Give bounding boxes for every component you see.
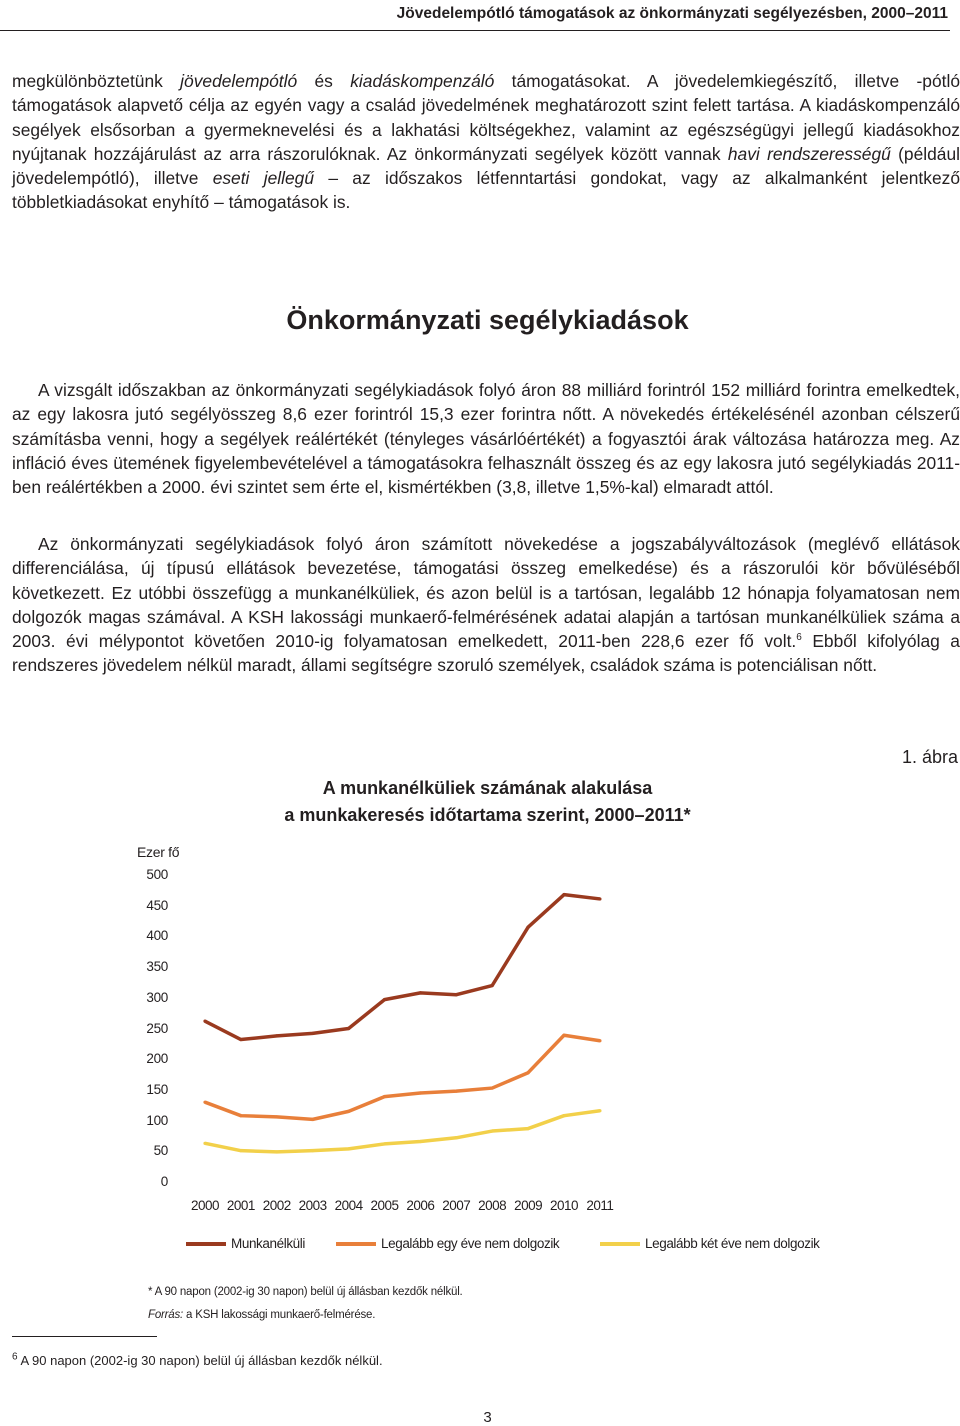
data-point [491, 984, 494, 987]
data-point [275, 1115, 278, 1118]
intro-text: és [297, 71, 351, 91]
series-line-1 [205, 895, 600, 1040]
legend-swatch [600, 1242, 640, 1246]
y-tick-label: 100 [146, 1112, 168, 1128]
data-point [598, 1039, 601, 1042]
data-point [311, 1032, 314, 1035]
y-axis-label: Ezer fő [137, 844, 180, 860]
x-tick-label: 2007 [442, 1198, 471, 1213]
footnote-marker: 6 [12, 1351, 18, 1363]
legend-label: Legalább egy éve nem dolgozik [381, 1236, 560, 1251]
data-point [562, 1114, 565, 1117]
paragraph-text: A vizsgált időszakban az önkormányzati segélykiadások folyó áron 88 milliárd forintról 152 milliárd forintra emelkedtek, az egy lakosra jutó segélyösszeg 8,6 ezer forintról 15,3 ezer forintra nőtt. A növekedés értékelésénél azonban célszerű számításba venni, hogy a segélyek reálértékét (tényleges vásárlóértékét) a fogyasztói árak változása határozza meg. Az infláció éves ütemének figyelembevételével a támogatásokra felhasznált összeg és az egy lakosra jutó segélykiadás 2011-ben reálértékben a 2000. évi szintet sem érte el, kismértékben (3,8, illetve 1,5%-kal) elmaradt attól. [12, 380, 960, 498]
y-tick-label: 400 [146, 928, 168, 944]
data-point [275, 1034, 278, 1037]
data-point [311, 1149, 314, 1152]
chart-title-line-1: A munkanélküliek számának alakulása [322, 778, 653, 798]
y-tick-label: 300 [146, 989, 168, 1005]
x-tick-label: 2009 [514, 1198, 543, 1213]
intro-text: (például jövedelempótló), illetve [12, 143, 960, 189]
x-tick-label: 2001 [226, 1198, 255, 1213]
data-point [311, 1118, 314, 1121]
legend-swatch [336, 1242, 376, 1246]
intro-text: – az időszakos létfenntartási gondokat, vagy az alkalmanként jelentkező többletkiadásokat enyhítő – támogatások is. [12, 168, 960, 213]
data-point [383, 1142, 386, 1145]
source-text: a KSH lakossági munkaerő-felmérése. [183, 1309, 376, 1321]
data-point [491, 1129, 494, 1132]
data-point [491, 1086, 494, 1089]
data-point [347, 1027, 350, 1030]
data-point [455, 993, 458, 996]
data-point [383, 998, 386, 1001]
footnote-reference[interactable]: 6 [796, 632, 802, 644]
y-tick-label: 450 [146, 897, 168, 913]
legend-label: Legalább két éve nem dolgozik [645, 1236, 820, 1251]
data-point [562, 893, 565, 896]
data-point [347, 1147, 350, 1150]
data-point [203, 1142, 206, 1145]
data-point [275, 1150, 278, 1153]
x-tick-label: 2002 [262, 1198, 291, 1213]
figure-label: 1. ábra [901, 747, 958, 767]
paragraph-text: Az önkormányzati segélykiadások folyó áron számított növekedése a jogszabályváltozások (meglévő ellátások differenciálása, új típusú ellátások bevezetése, támogatási összeg emelkedése) és a rászorulói kör bővüléséből következett. Ez utóbbi összefügg a munkanélküliek, és azon belül is a tartósan, legalább 12 hónapja folyamatosan nem dolgozók magas számával. A KSH lakossági munkaerő-felmérésének adatai alapján a tartósan munkanélküliek száma a 2003. évi mélypontot követően 2010-ig folyamatosan emelkedett, 2011-ben 228,6 ezer fő volt. [12, 534, 960, 652]
y-tick-label: 150 [146, 1081, 168, 1097]
data-point [203, 1101, 206, 1104]
intro-text: támogatásokat. A jövedelemkiegészítő, illetve -pótló támogatások alapvető célja az egyén vagy a család jövedelmének meghatározott szint felett tartása. A kiadáskompenzáló segélyek elsősorban a gyermeknevelési és a lakhatási költségekhez, valamint az egészségügyi jellegű kiadásokhoz nyújtanak hozzájárulást az arra rászorulóknak. Az önkormányzati segélyek között vannak [12, 71, 960, 164]
x-tick-label: 2008 [478, 1198, 507, 1213]
y-tick-label: 500 [146, 867, 168, 882]
legend-item [186, 1236, 305, 1251]
data-point [527, 1071, 530, 1074]
data-point [383, 1095, 386, 1098]
data-point [562, 1034, 565, 1037]
y-tick-label: 50 [153, 1143, 168, 1159]
data-point [419, 991, 422, 994]
data-point [455, 1136, 458, 1139]
series-line-2 [205, 1035, 600, 1119]
chart-title-line-2: a munkakeresés időtartama szerint, 2000–2011* [284, 805, 691, 825]
data-point [455, 1090, 458, 1093]
data-point [203, 1020, 206, 1023]
y-tick-label: 200 [146, 1051, 168, 1067]
x-tick-label: 2004 [334, 1198, 363, 1213]
x-tick-label: 2000 [190, 1198, 220, 1213]
legend-swatch [186, 1242, 226, 1246]
section-title: Önkormányzati segélykiadások [286, 305, 689, 335]
figure-source [148, 1309, 375, 1321]
legend-item [336, 1236, 559, 1251]
legend-label: Munkanélküli [231, 1236, 305, 1251]
footnote-divider [12, 1336, 157, 1337]
footnote [12, 1353, 383, 1368]
data-point [239, 1114, 242, 1117]
data-point [419, 1091, 422, 1094]
x-tick-label: 2006 [406, 1198, 435, 1213]
intro-emphasis: eseti jellegű [212, 168, 315, 189]
x-tick-label: 2003 [298, 1198, 327, 1213]
intro-emphasis: havi rendszerességű [727, 143, 891, 164]
source-label: Forrás: [148, 1309, 184, 1321]
data-point [598, 897, 601, 900]
data-point [239, 1149, 242, 1152]
x-tick-label: 2011 [586, 1198, 614, 1213]
data-point [527, 1127, 530, 1130]
data-point [239, 1038, 242, 1041]
figure-note: * A 90 napon (2002-ig 30 napon) belül új állásban kezdők nélkül. [148, 1286, 463, 1298]
data-point [598, 1109, 601, 1112]
footnote-text: A 90 napon (2002-ig 30 napon) belül új állásban kezdők nélkül. [17, 1353, 383, 1368]
paragraph-text: Ebből kifolyólag a rendszeres jövedelem nélkül maradt, állami segítségre szoruló személyek, családok száma is potenciálisan nőtt. [12, 631, 960, 676]
data-point [527, 926, 530, 929]
y-tick-label: 0 [160, 1174, 168, 1189]
page-number: 3 [483, 1409, 492, 1426]
running-title: Jövedelempótló támogatások az önkormányzati segélyezésben, 2000–2011 [396, 5, 948, 22]
intro-emphasis: jövedelempótló [180, 71, 298, 91]
data-point [347, 1110, 350, 1113]
legend-item [600, 1236, 820, 1251]
intro-emphasis: kiadáskompenzáló [350, 71, 495, 91]
data-point [419, 1140, 422, 1143]
intro-text: megkülönböztetünk [12, 71, 181, 91]
x-tick-label: 2005 [370, 1198, 399, 1213]
y-tick-label: 250 [146, 1020, 168, 1036]
x-tick-label: 2010 [549, 1198, 579, 1213]
y-tick-label: 350 [146, 959, 168, 975]
